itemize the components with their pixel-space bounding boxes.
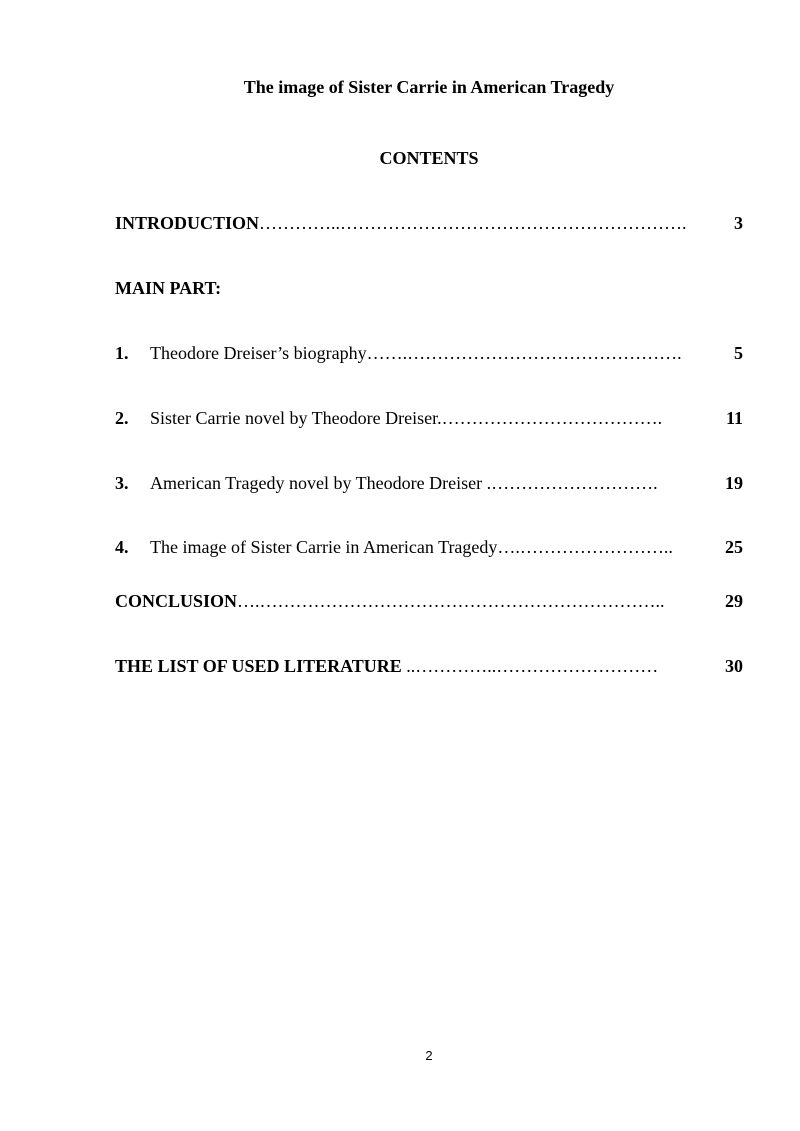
toc-leader: .………………………. — [482, 473, 658, 493]
toc-entry-item-4[interactable] — [115, 536, 743, 558]
toc-label-introduction: INTRODUCTION — [115, 213, 260, 233]
contents-heading: CONTENTS — [379, 148, 479, 168]
toc-leader: ..…………..……………………… — [401, 656, 659, 676]
toc-item-number: 3. — [115, 473, 129, 493]
toc-page-number: 30 — [725, 656, 743, 676]
toc-entry-conclusion[interactable] — [115, 590, 743, 612]
toc-leader: ….………………………………………………………….. — [237, 591, 665, 611]
toc-label-literature: THE LIST OF USED LITERATURE — [115, 656, 402, 676]
toc-leader: …….………………………………………. — [366, 343, 682, 363]
toc-page-number: 5 — [734, 343, 743, 363]
toc-item-number: 2. — [115, 408, 129, 428]
toc-page-number: 19 — [725, 473, 743, 493]
toc-entry-item-3[interactable] — [115, 472, 743, 494]
toc-entry-literature[interactable] — [115, 655, 743, 677]
toc-item-label: The image of Sister Carrie in American Tragedy — [150, 537, 498, 557]
toc-item-label: Theodore Dreiser’s biography — [150, 343, 367, 363]
document-title: The image of Sister Carrie in American Tragedy — [243, 77, 615, 97]
page-number: 2 — [425, 1048, 433, 1063]
toc-page-number: 11 — [725, 408, 743, 428]
toc-leader: …………..…………………………………………………. — [259, 213, 687, 233]
toc-item-label: American Tragedy novel by Theodore Dreiser — [150, 473, 483, 493]
toc-page-number: 29 — [725, 591, 743, 611]
toc-entry-item-2[interactable] — [115, 407, 743, 429]
toc-page-number: 25 — [725, 537, 743, 557]
main-part-heading: MAIN PART: — [115, 278, 222, 298]
toc-item-number: 1. — [115, 343, 129, 363]
toc-item-label: Sister Carrie novel by Theodore Dreiser — [150, 408, 438, 428]
toc-leader: ….…………………….. — [497, 537, 673, 557]
toc-label-conclusion: CONCLUSION — [115, 591, 238, 611]
toc-item-number: 4. — [115, 537, 129, 557]
toc-entry-item-1[interactable] — [115, 342, 743, 364]
toc-entry-introduction[interactable] — [115, 212, 743, 234]
toc-page-number: 3 — [734, 213, 743, 233]
toc-leader: .………………………………. — [437, 408, 663, 428]
